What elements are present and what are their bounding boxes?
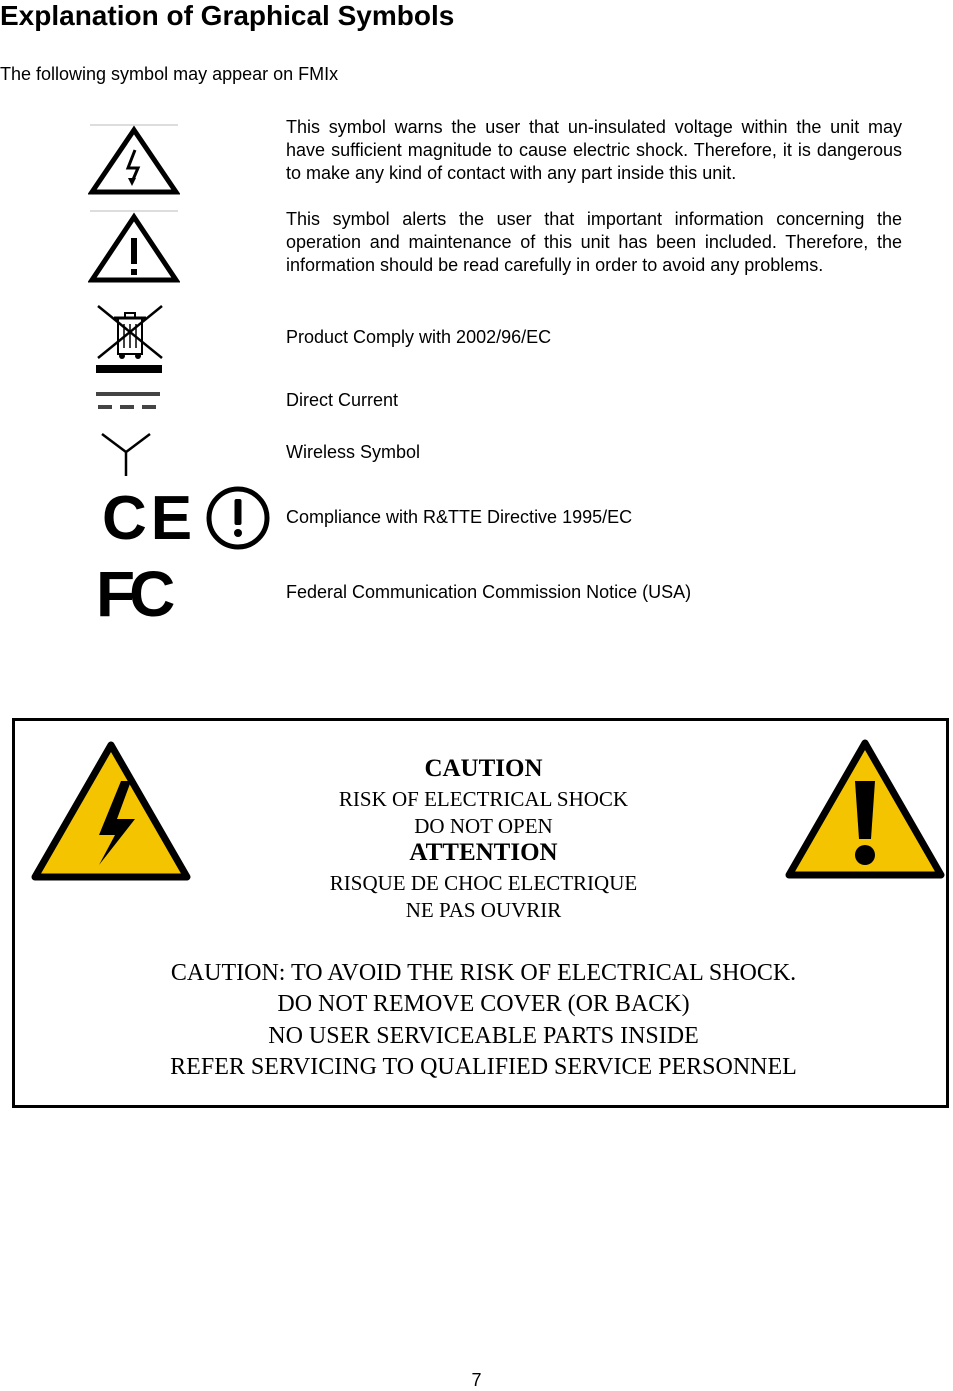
direct-current-icon: [94, 386, 164, 416]
ce-mark: [102, 484, 197, 553]
attention-heading: ATTENTION: [409, 839, 558, 866]
exclamation-warning-icon: [88, 208, 180, 284]
attention-description: This symbol alerts the user that important information concerning the operation and maintenance of this unit has been included. Therefore, the information should be read carefully in order to avoid any problems.: [286, 209, 902, 275]
fcc-description: Federal Communication Commission Notice (USA): [286, 582, 692, 602]
dc-description: Direct Current: [286, 390, 399, 410]
caution-line-3: RISQUE DE CHOC ELECTRIQUE: [329, 871, 638, 895]
caution-notice-4: REFER SERVICING TO QUALIFIED SERVICE PERSONNEL: [170, 1054, 797, 1080]
caution-line-4: NE PAS OUVRIR: [405, 898, 562, 922]
caution-notice-3: NO USER SERVICEABLE PARTS INSIDE: [268, 1023, 699, 1049]
electric-shock-warning-icon: [88, 122, 180, 196]
ce-alert-icon: [205, 486, 271, 550]
fcc-logo-text: FC: [96, 558, 170, 630]
ce-logo-text: CE: [102, 484, 197, 553]
page-number: 7: [471, 1370, 482, 1390]
weee-description: Product Comply with 2002/96/EC: [286, 327, 552, 347]
caution-label-box: [12, 718, 949, 1108]
wireless-description: Wireless Symbol: [286, 442, 421, 462]
intro-text: The following symbol may appear on FMIx: [0, 64, 339, 84]
fcc-logo-icon: [96, 558, 186, 630]
page-title: Explanation of Graphical Symbols: [0, 0, 455, 31]
crossed-bin-icon: [94, 302, 166, 374]
ce-description: Compliance with R&TTE Directive 1995/EC: [286, 507, 633, 527]
antenna-icon: [100, 430, 152, 478]
caution-line-1: RISK OF ELECTRICAL SHOCK: [338, 787, 629, 811]
caution-line-2: DO NOT OPEN: [414, 814, 553, 838]
caution-notice-2: DO NOT REMOVE COVER (OR BACK): [277, 991, 690, 1017]
caution-notice-1: CAUTION: TO AVOID THE RISK OF ELECTRICAL SHOCK.: [170, 960, 797, 986]
caution-heading: CAUTION: [424, 755, 543, 782]
electric-shock-description: This symbol warns the user that un-insulated voltage within the unit may have sufficient magnitude to cause electric shock. Therefore, it is dangerous to make any kind of contact with any part inside this unit.: [286, 117, 902, 183]
